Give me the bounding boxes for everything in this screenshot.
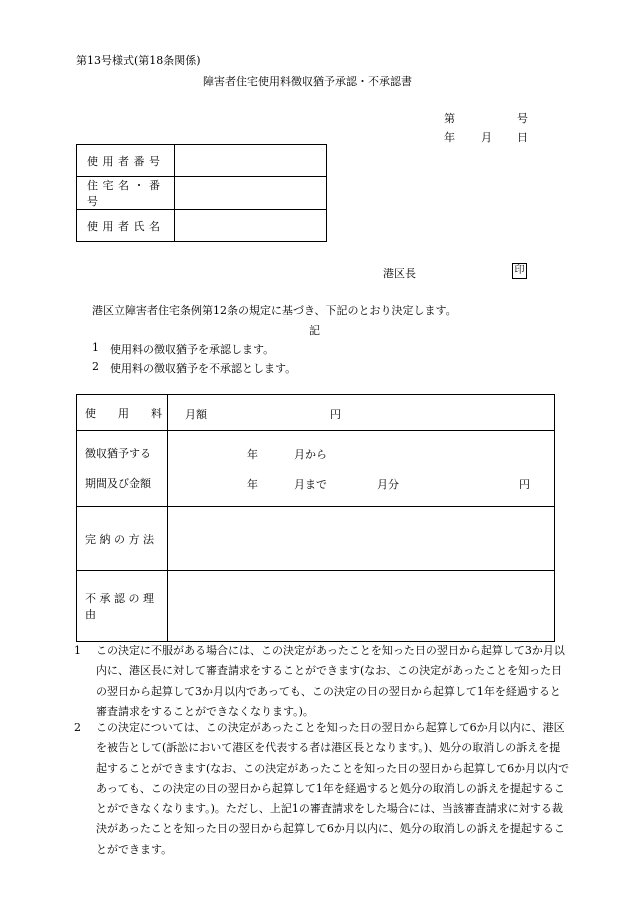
decision-2-text: 使用料の徴収猶予を不承認とします。 [110,362,297,375]
user-info-table [76,144,327,242]
payment-method-label: 完 納 の 方 法 [77,507,168,571]
notes-section [74,641,570,861]
fee-label: 使 用 料 [77,395,168,431]
info-value-housing[interactable] [175,177,327,210]
deferral-row [77,431,555,507]
info-row-housing [77,177,327,210]
doc-number-dai: 第 [444,112,455,125]
note-1-num: 1 [74,644,81,657]
date-month: 月 [481,131,492,144]
note-item [74,641,570,722]
deferral-month-to: 月まで [294,478,327,491]
rejection-reason-label: 不 承 認 の 理 由 [77,571,168,642]
page-title: 障害者住宅使用料徴収猶予承認・不承認書 [203,75,412,88]
deferral-label-cell [77,431,168,507]
info-label-housing: 住 宅 名 ・ 番 号 [77,177,175,210]
info-value-user-name[interactable] [175,210,327,242]
ki-heading: 記 [309,324,320,337]
deferral-label-line1: 徴収猶予する [85,446,151,460]
doc-number-go: 号 [517,112,528,125]
decision-2-num: 2 [92,360,99,373]
info-row-user-name [77,210,327,242]
fee-value-cell[interactable] [168,395,555,431]
deferral-year-to: 年 [247,478,258,491]
intro-text: 港区立障害者住宅条例第12条の規定に基づき、下記のとおり決定します。 [92,304,457,317]
deferral-yen: 円 [519,478,530,491]
rejection-reason-value[interactable] [168,571,555,642]
payment-method-row [77,507,555,571]
seal-mark: 印 [512,263,527,279]
fee-row [77,395,555,431]
deferral-label-line2: 期間及び金額 [85,476,151,490]
payment-method-value[interactable] [168,507,555,571]
deferral-months-count: 月分 [377,478,399,491]
note-2-text: この決定については、この決定があったことを知った日の翌日から起算して6か月以内に、港区を被告として(訴訟において港区を代表する者は港区長となります。)、処分の取消しの訴えを提起することができます(なお、この決定があったことを知った日の翌日から起算して6か月以内であっても、この決定の日の翌日から起算して1年を経過すると処分の取消しの訴えを提起することができなくなります。)。ただし、上記1の審査請求をした場合には、当該審査請求に対する裁決があったことを知った日の翌日から起算して6か月以内に、処分の取消しの訴えを提起することができます。 [96,721,570,856]
form-number: 第13号様式(第18条関係) [76,54,201,67]
info-label-user-name: 使 用 者 氏 名 [77,210,175,242]
info-label-user-number: 使 用 者 番 号 [77,145,175,177]
fee-monthly-label: 月額 [185,408,207,421]
date-year: 年 [444,131,455,144]
decision-1-text: 使用料の徴収猶予を承認します。 [110,343,275,356]
note-2-num: 2 [74,721,81,734]
note-item [74,718,570,860]
deferral-year-from: 年 [247,448,258,461]
info-row-user-number [77,145,327,177]
info-value-user-number[interactable] [175,145,327,177]
deferral-month-from: 月から [294,448,327,461]
decision-1-num: 1 [92,341,99,354]
date-day: 日 [517,131,528,144]
fee-yen-label: 円 [330,408,341,421]
rejection-reason-row [77,571,555,642]
deferral-table [76,394,555,642]
note-1-text: この決定に不服がある場合には、この決定があったことを知った日の翌日から起算して3か月以内に、港区長に対して審査請求をすることができます(なお、この決定があったことを知った日の翌日から起算して3か月以内であっても、この決定の日の翌日から起算して1年を経過すると審査請求をすることができなくなります。)。 [96,644,565,718]
issuer-title: 港区長 [383,267,416,280]
deferral-value-cell[interactable] [168,431,555,507]
